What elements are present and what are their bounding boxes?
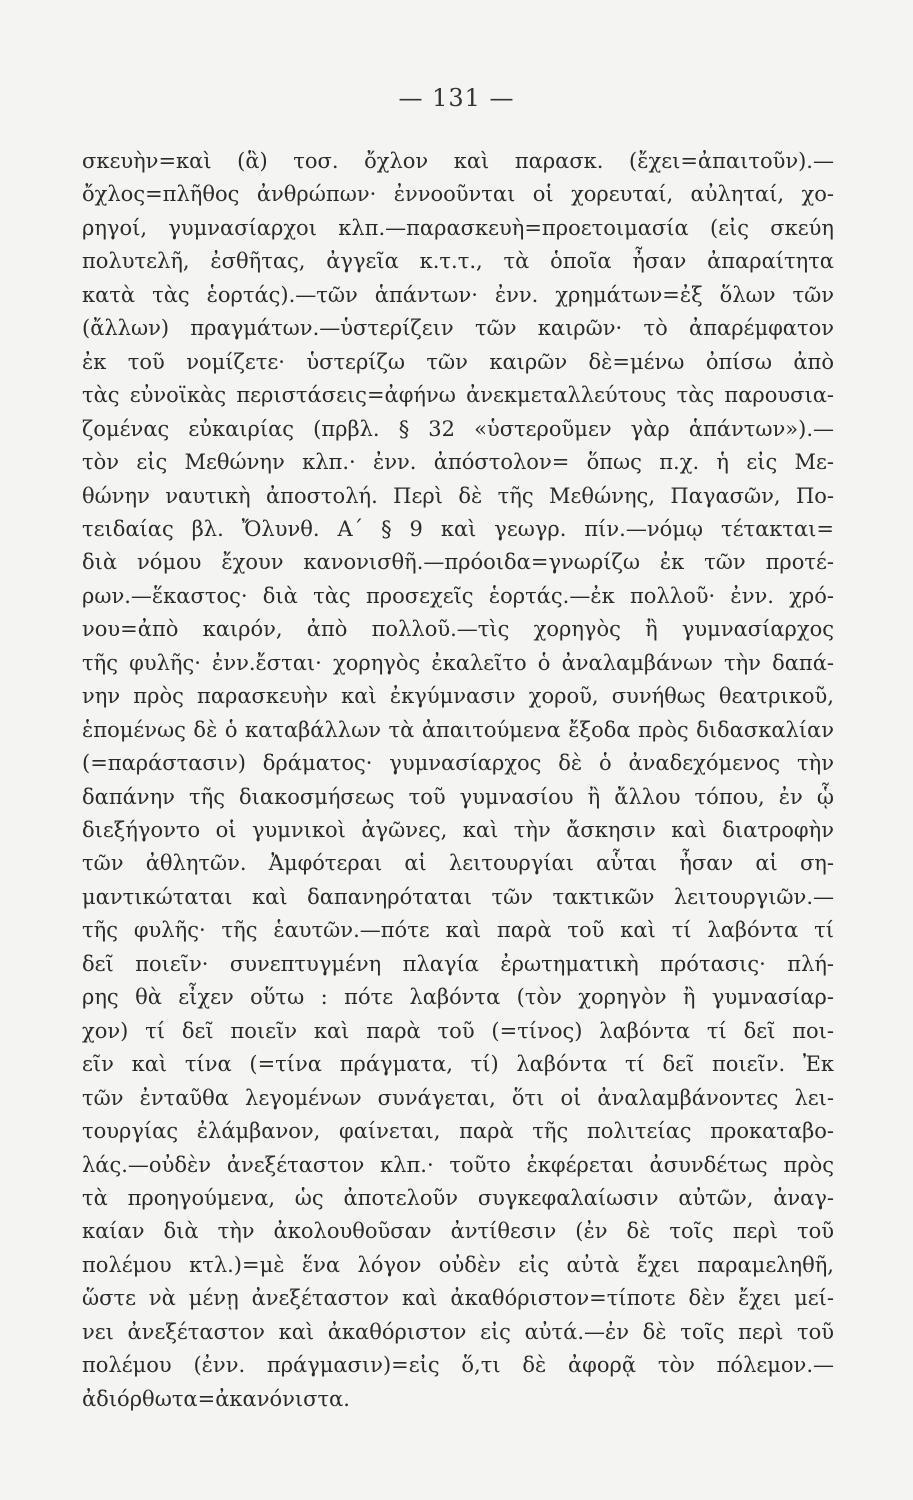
text-line: θώνην ναυτικὴ ἀποστολή. Περὶ δὲ τῆς Μεθώνης, Παγασῶν, Πο- — [82, 484, 834, 508]
text-line: πολέμου κτλ.)=μὲ ἕνα λόγον οὐδὲν εἰς αὐτὰ ἔχει παραμεληθῆ, — [82, 1253, 834, 1277]
text-line: νου=ἀπὸ καιρόν, ἀπὸ πολλοῦ.—τὶς χορηγὸς ἢ γυμνασίαρχος — [82, 617, 834, 641]
text-line: διὰ νόμου ἔχουν κανονισθῆ.—πρόοιδα=γνωρίζω ἐκ τῶν προτέ- — [82, 550, 834, 574]
text-line: μαντικώταται καὶ δαπανηρόταται τῶν τακτικῶν λειτουργιῶν.— — [82, 885, 834, 909]
text-line: ἐκ τοῦ νομίζετε· ὑστερίζω τῶν καιρῶν δὲ=μένω ὀπίσω ἀπὸ — [82, 350, 834, 374]
text-line: νην πρὸς παρασκευὴν καὶ ἐκγύμνασιν χοροῦ, συνήθως θεατρικοῦ, — [82, 684, 834, 708]
text-line: (ἄλλων) πραγμάτων.—ὑστερίζειν τῶν καιρῶν· τὸ ἀπαρέμφατον — [82, 316, 834, 340]
text-line: λάς.—οὐδὲν ἀνεξέταστον κλπ.· τοῦτο ἐκφέρεται ἀσυνδέτως πρὸς — [82, 1153, 834, 1177]
text-line: (=παράστασιν) δράματος· γυμνασίαρχος δὲ ὁ ἀναδεχόμενος τὴν — [82, 751, 834, 775]
text-line: ζομένας εὐκαιρίας (πρβλ. § 32 «ὑστεροῦμεν γὰρ ἁπάντων»).— — [82, 417, 834, 441]
text-line: σκευὴν=καὶ (ἃ) τοσ. ὄχλον καὶ παρασκ. (ἔχει=ἀπαιτοῦν).— — [82, 149, 834, 173]
page-number: — 131 — — [398, 84, 515, 112]
text-line: τὰ προηγούμενα, ὡς ἀποτελοῦν συγκεφαλαίωσιν αὐτῶν, ἀναγ- — [82, 1186, 834, 1210]
text-line: δαπάνην τῆς διακοσμήσεως τοῦ γυμνασίου ἢ ἄλλου τόπου, ἐν ᾧ — [82, 785, 834, 809]
text-line: κατὰ τὰς ἑορτάς).—τῶν ἁπάντων· ἐνν. χρημάτων=ἐξ ὅλων τῶν — [82, 283, 834, 307]
text-line: ἀδιόρθωτα=ἀκανόνιστα. — [82, 1387, 350, 1411]
text-line: τὰς εὐνοϊκὰς περιστάσεις=ἀφήνω ἀνεκμεταλλεύτους τὰς παρουσια- — [82, 383, 834, 407]
text-line: πολέμου (ἐνν. πράγμασιν)=εἰς ὅ,τι δὲ ἀφορᾷ τὸν πόλεμον.— — [82, 1353, 834, 1377]
text-line: ὥστε νὰ μένῃ ἀνεξέταστον καὶ ἀκαθόριστον=τίποτε δὲν ἔχει μεί- — [82, 1286, 834, 1310]
text-line: τῆς φυλῆς· ἐνν.ἔσται· χορηγὸς ἐκαλεῖτο ὁ ἀναλαμβάνων τὴν δαπά- — [82, 651, 834, 675]
text-line: χον) τί δεῖ ποιεῖν καὶ παρὰ τοῦ (=τίνος) λαβόντα τί δεῖ ποι- — [82, 1019, 834, 1043]
text-line: πολυτελῆ, ἐσθῆτας, ἀγγεῖα κ.τ.τ., τὰ ὁποῖα ἦσαν ἀπαραίτητα — [82, 249, 834, 273]
text-line: ρης θὰ εἶχεν οὕτω : πότε λαβόντα (τὸν χορηγὸν ἢ γυμνασίαρ- — [82, 985, 834, 1009]
text-line: νει ἀνεξέταστον καὶ ἀκαθόριστον εἰς αὐτά.—ἐν δὲ τοῖς περὶ τοῦ — [82, 1320, 834, 1344]
text-line: τῆς φυλῆς· τῆς ἑαυτῶν.—πότε καὶ παρὰ τοῦ καὶ τί λαβόντα τί — [82, 918, 834, 942]
text-line: ρων.—ἕκαστος· διὰ τὰς προσεχεῖς ἑορτάς.—ἐκ πολλοῦ· ἐνν. χρό- — [82, 584, 834, 608]
text-line: ρηγοί, γυμνασίαρχοι κλπ.—παρασκευὴ=προετοιμασία (εἰς σκεύη — [82, 216, 834, 240]
text-line: τῶν ἐνταῦθα λεγομένων συνάγεται, ὅτι οἱ ἀναλαμβάνοντες λει- — [82, 1086, 834, 1110]
text-line: ἑπομένως δὲ ὁ καταβάλλων τὰ ἀπαιτούμενα ἔξοδα πρὸς διδασκαλίαν — [82, 718, 834, 742]
text-line: δεῖ ποιεῖν· συνεπτυγμένη πλαγία ἐρωτηματικὴ πρότασις· πλή- — [82, 952, 834, 976]
text-line: ὄχλος=πλῆθος ἀνθρώπων· ἐννοοῦνται οἱ χορευταί, αὐληταί, χο- — [82, 182, 834, 206]
text-line: εῖν καὶ τίνα (=τίνα πράγματα, τί) λαβόντα τί δεῖ ποιεῖν. Ἐκ — [82, 1052, 834, 1076]
text-line: τὸν εἰς Μεθώνην κλπ.· ἐνν. ἀπόστολον= ὅπως π.χ. ἡ εἰς Με- — [82, 450, 834, 474]
text-line: τῶν ἀθλητῶν. Ἀμφότεραι αἱ λειτουργίαι αὗται ἦσαν αἱ ση- — [82, 851, 834, 875]
text-line: τουργίας ἐλάμβανον, φαίνεται, παρὰ τῆς πολιτείας προκαταβο- — [82, 1119, 834, 1143]
text-line: τειδαίας βλ. Ὄλυνθ. Α΄ § 9 καὶ γεωγρ. πίν.—νόμῳ τέτακται= — [82, 517, 834, 541]
text-line: καίαν διὰ τὴν ἀκολουθοῦσαν ἀντίθεσιν (ἐν δὲ τοῖς περὶ τοῦ — [82, 1219, 834, 1243]
text-line: διεξήγοντο οἱ γυμνικοὶ ἀγῶνες, καὶ τὴν ἄσκησιν καὶ διατροφὴν — [82, 818, 834, 842]
